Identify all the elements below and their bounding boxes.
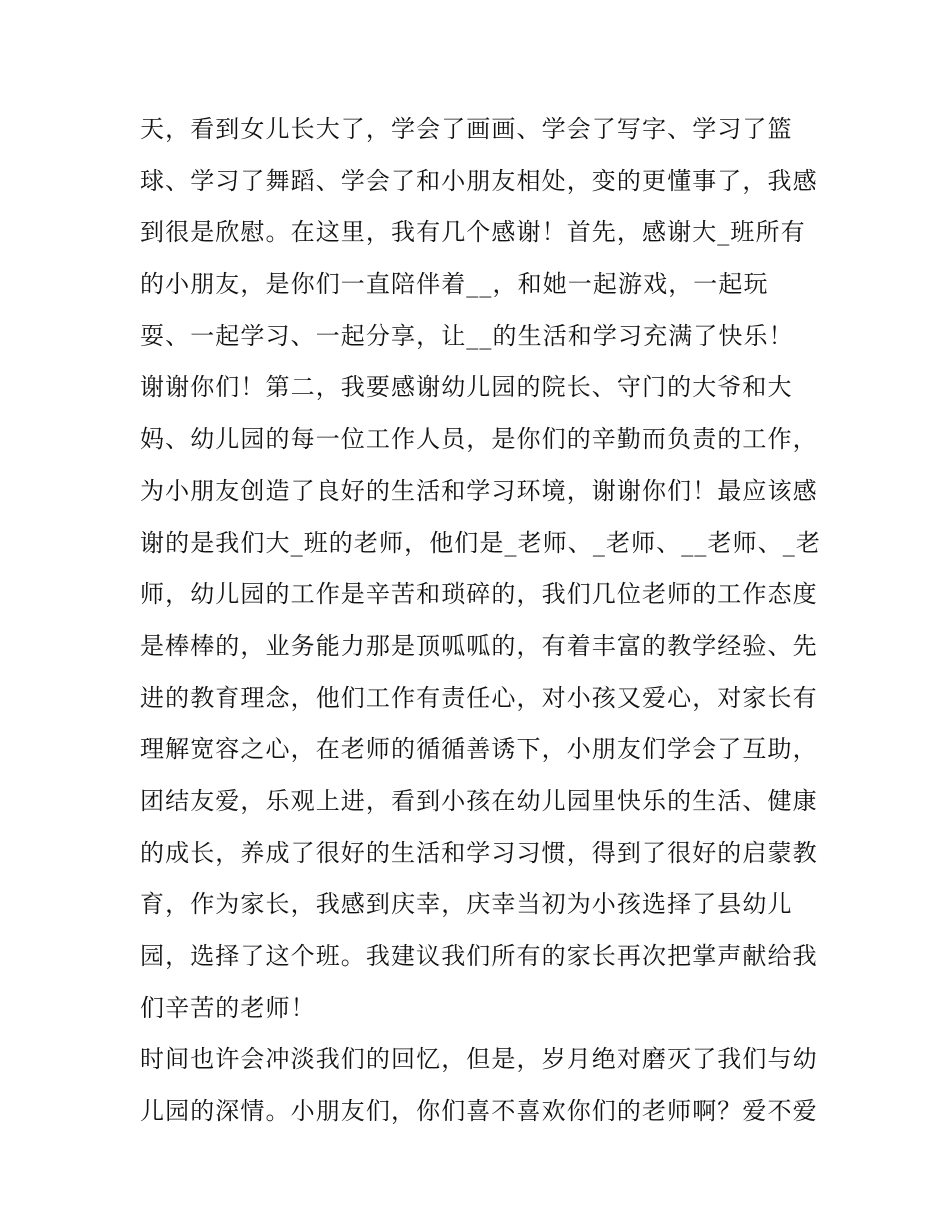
body-text <box>140 104 830 1138</box>
text-line: 进的教育理念，他们工作有责任心，对小孩又爱心，对家长有 <box>140 683 818 712</box>
text-line: 谢谢你们！第二，我要感谢幼儿园的院长、守门的大爷和大 <box>140 373 793 402</box>
text-line: 球、学习了舞蹈、学会了和小朋友相处，变的更懂事了，我感 <box>140 166 818 195</box>
text-line: 到很是欣慰。在这里，我有几个感谢！首先，感谢大_班所有 <box>140 218 806 247</box>
text-line: 师，幼儿园的工作是辛苦和琐碎的，我们几位老师的工作态度 <box>140 580 818 609</box>
text-line: 的小朋友，是你们一直陪伴着__，和她一起游戏，一起玩 <box>140 270 769 299</box>
text-line: 耍、一起学习、一起分享，让__的生活和学习充满了快乐！ <box>140 321 794 350</box>
text-line: 是棒棒的，业务能力那是顶呱呱的，有着丰富的教学经验、先 <box>140 631 818 660</box>
text-line: 理解宽容之心，在老师的循循善诱下，小朋友们学会了互助， <box>140 735 818 764</box>
text-line: 育，作为家长，我感到庆幸，庆幸当初为小孩选择了县幼儿 <box>140 890 793 919</box>
text-line: 们辛苦的老师！ <box>140 993 316 1022</box>
text-line: 儿园的深情。小朋友们，你们喜不喜欢你们的老师啊？爱不爱 <box>140 1097 818 1126</box>
text-line: 园，选择了这个班。我建议我们所有的家长再次把掌声献给我 <box>140 942 818 970</box>
text-line: 为小朋友创造了良好的生活和学习环境，谢谢你们！最应该感 <box>140 476 818 505</box>
text-line: 天，看到女儿长大了，学会了画画、学会了写字、学习了篮 <box>140 115 793 143</box>
text-line: 团结友爱，乐观上进，看到小孩在幼儿园里快乐的生活、健康 <box>140 786 818 815</box>
text-line: 妈、幼儿园的每一位工作人员，是你们的辛勤而负责的工作， <box>140 425 818 454</box>
text-line: 时间也许会冲淡我们的回忆，但是，岁月绝对磨灭了我们与幼 <box>140 1045 818 1074</box>
text-line: 谢的是我们大_班的老师，他们是_老师、_老师、__老师、_老 <box>140 528 821 557</box>
text-line: 的成长，养成了很好的生活和学习习惯，得到了很好的启蒙教 <box>140 838 818 867</box>
